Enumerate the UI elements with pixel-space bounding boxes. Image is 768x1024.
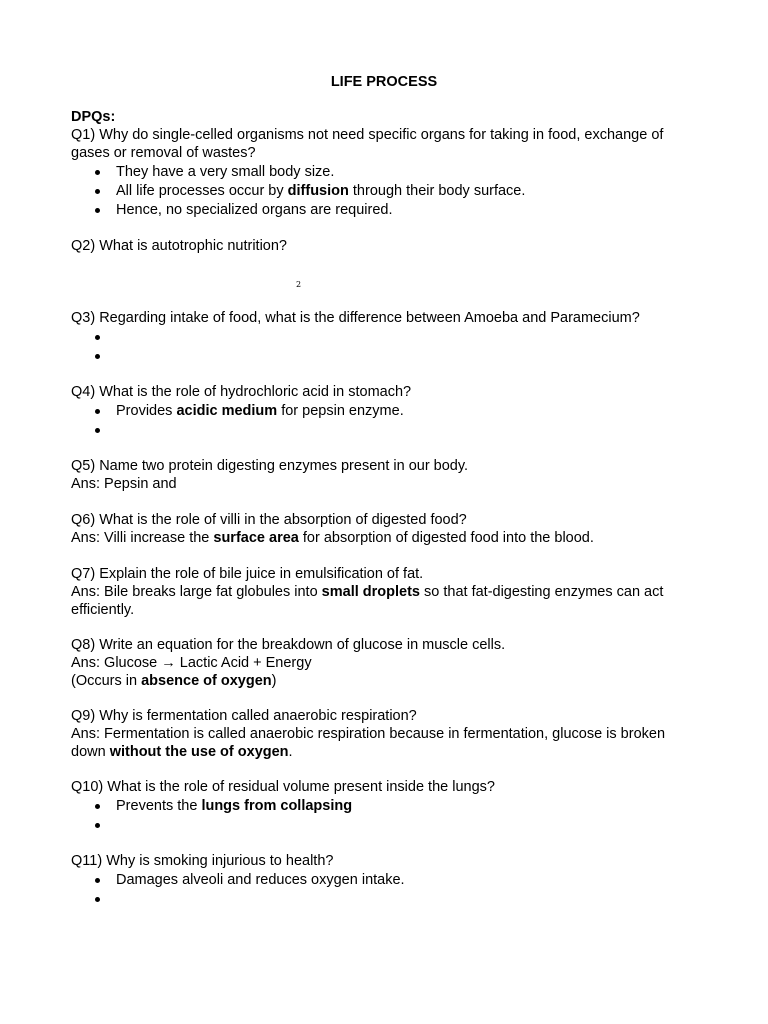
answer-text: Ans: Pepsin and [71, 476, 177, 492]
question-text: Q11) Why is smoking injurious to health? [71, 853, 334, 869]
answer-bullets [71, 871, 696, 908]
bullet-item [71, 816, 696, 834]
answer-text: Ans: Villi increase the surface area for absorption of digested food into the blood. [71, 530, 594, 546]
question-block-4 [71, 383, 696, 439]
bullet-item: Damages alveoli and reduces oxygen intake. [71, 871, 696, 889]
answer-bullets [71, 328, 696, 365]
answer-text: Ans: Bile breaks large fat globules into small droplets so that fat-digesting enzymes can act efficiently. [71, 584, 664, 618]
question-text: Q1) Why do single-celled organisms not need specific organs for taking in food, exchange of gases or removal of wastes? [71, 127, 664, 161]
question-block-7 [71, 565, 696, 619]
question-block-2 [71, 237, 696, 255]
question-block-1 [71, 126, 696, 219]
bullet-item: Prevents the lungs from collapsing [71, 797, 696, 815]
question-text: Q9) Why is fermentation called anaerobic respiration? [71, 708, 417, 724]
question-text: Q5) Name two protein digesting enzymes present in our body. [71, 458, 469, 474]
document-title: LIFE PROCESS [330, 74, 438, 90]
question-text: Q3) Regarding intake of food, what is the difference between Amoeba and Paramecium? [71, 310, 640, 326]
question-text: Q10) What is the role of residual volume present inside the lungs? [71, 779, 495, 795]
answer-bullets [71, 402, 696, 439]
question-text: Q6) What is the role of villi in the absorption of digested food? [71, 512, 467, 528]
answer-note: (Occurs in absence of oxygen) [71, 673, 277, 689]
question-block-9 [71, 707, 696, 761]
question-text: Q4) What is the role of hydrochloric acid in stomach? [71, 384, 412, 400]
question-block-6 [71, 511, 696, 547]
question-text: Q8) Write an equation for the breakdown of glucose in muscle cells. [71, 637, 506, 653]
bullet-item: Provides acidic medium for pepsin enzyme. [71, 402, 696, 420]
question-text: Q2) What is autotrophic nutrition? [71, 238, 287, 254]
bullet-item [71, 328, 696, 346]
bullet-item [71, 890, 696, 908]
bullet-item [71, 347, 696, 365]
answer-text: Ans: Glucose → Lactic Acid + Energy [71, 655, 312, 671]
bullet-item [71, 421, 696, 439]
question-block-3 [71, 309, 696, 365]
question-block-11 [71, 852, 696, 908]
question-block-5 [71, 457, 696, 493]
question-block-10 [71, 778, 696, 834]
page-marker: 2 [296, 280, 302, 289]
question-block-8 [71, 636, 696, 690]
section-heading: DPQs: [71, 109, 116, 125]
question-text: Q7) Explain the role of bile juice in emulsification of fat. [71, 566, 424, 582]
answer-bullets [71, 163, 696, 219]
bullet-item: All life processes occur by diffusion through their body surface. [71, 182, 696, 200]
document-body [71, 108, 696, 909]
answer-bullets [71, 797, 696, 834]
bullet-item: They have a very small body size. [71, 163, 696, 181]
answer-text: Ans: Fermentation is called anaerobic respiration because in fermentation, glucose is broken down without the use of oxygen. [71, 726, 666, 760]
bullet-item: Hence, no specialized organs are required. [71, 201, 696, 219]
